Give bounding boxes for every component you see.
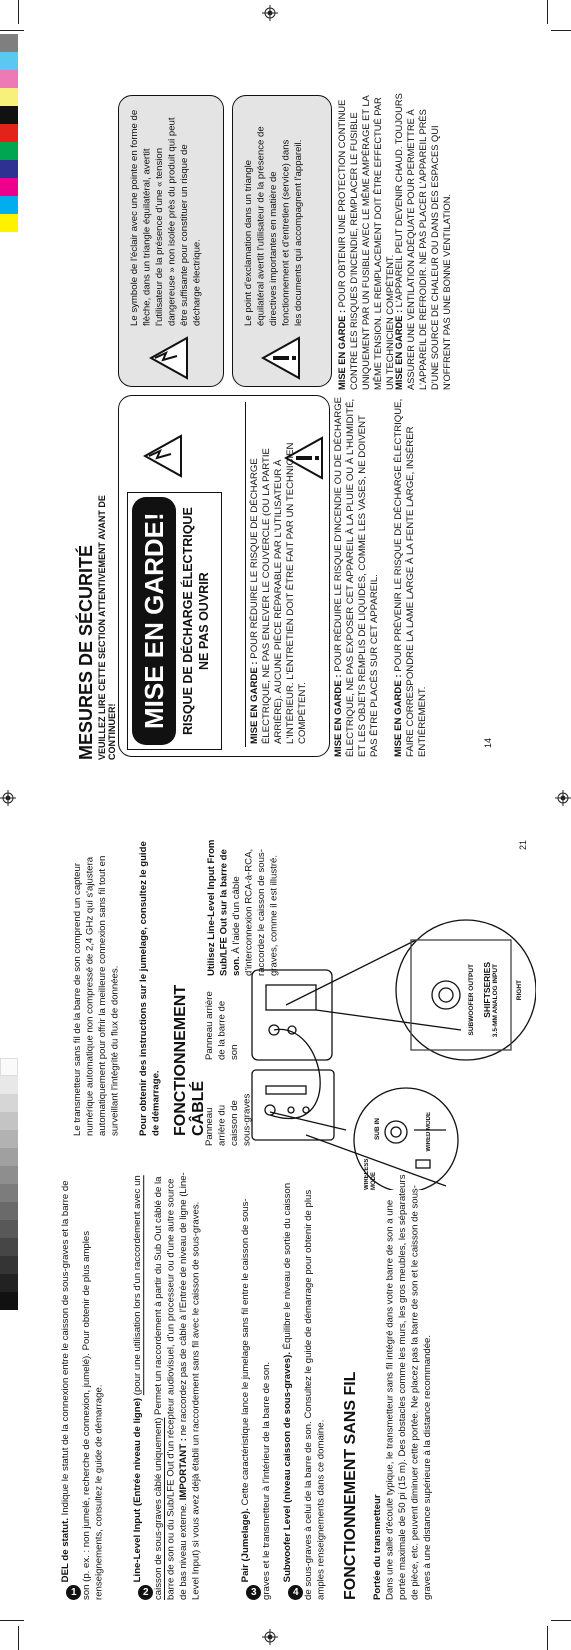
bar-panel-label: Panneau arrière de la barre de son <box>204 991 240 1060</box>
list-item-status-led: 1 DEL de statut. Indique le statut de la connexion entre le caisson de sous-graves et la barre de son (p. ex. : non jumelé, recherche de connexion, jumelé). Pour obtenir de plus amples renseignements, consultez le guide de démarrage. <box>60 1180 105 1600</box>
range-label: Portée du transmetteur <box>372 1494 383 1600</box>
callout-brand: SHIFTSERIES <box>482 962 492 1018</box>
main-warning: MISE EN GARDE : POUR RÉDUIRE LE RISQUE DE DÉCHARGE ÉLECTRIQUE, NE PAS ENLEVER LE COUVERCLE (OU LA PARTIE ARRIÈRE). AUCUNE PIÈCE RÉPARABLE PAR L'UTILISATEUR À L'INTÉRIEUR. L'ENTRETIEN DOIT ÊTRE FAIT PAR UN TECHNICIEN COMPÉTENT. <box>249 442 308 744</box>
warning-label: MISE EN GARDE! <box>132 497 176 745</box>
lightning-notice-text: Le symbole de l'éclair avec une pointe en forme de flèche, dans un triangle équilatéral, avertit l'utilisateur de la présence d'une « tension dangereuse » non isolée près du produit qui peut être suffisante pour constituer un risque de décharge électrique. <box>129 109 203 326</box>
exclamation-triangle-icon <box>261 336 301 385</box>
callout-right: RIGHT <box>516 980 523 1001</box>
number-badge-2: 2 <box>138 1585 153 1600</box>
callout-analog-input: 3.5-MM ANALOG INPUT <box>492 964 499 1038</box>
number-badge-3: 3 <box>246 1585 261 1600</box>
callout-wired-mode: WIRED MODE <box>426 1112 432 1152</box>
page-title: MESURES DE SÉCURITÉ <box>76 544 96 760</box>
safety-column-titles <box>76 470 116 760</box>
warning-inner-box <box>127 492 222 750</box>
callout-wireless-mode: WIRELESS MODE <box>364 1158 377 1190</box>
callout-sub-output: SUBWOOFER OUTPUT <box>468 964 475 1036</box>
transmitter-text: Le transmetteur sans fil de la barre de son comprend un capteur numérique automatique non compressé de 2,4 GHz qui s'ajustera automatiquement pour offrir la meilleure connexion sans fil tout en surveillant l'intégrité du flux de données. <box>72 855 121 1136</box>
lightning-notice-box <box>118 95 224 387</box>
caution-heat: MISE EN GARDE : L'APPAREIL PEUT DEVENIR CHAUD. TOUJOURS ASSURER UNE VENTILATION ADÉQUATE POUR PERMETTRE À L'APPAREIL DE REFROIDIR. NE PAS PLACER L'APPAREIL PRÈS D'UNE SOURCE DE CHALEUR OU DANS DES ESPACES QUI N'OFFRENT PAS UNE BONNE VENTILATION. <box>394 93 452 390</box>
lightning-triangle-icon <box>149 336 189 385</box>
exclamation-notice-text: Le point d'exclamation dans un triangle équilatéral avertit l'utilisateur de la présence de directives importantes en matière de fonctionnement et d'entretien (service) dans les documents qui accompagnent l'appareil. <box>243 126 304 326</box>
page-number: 14 <box>483 738 493 749</box>
caution-plug: MISE EN GARDE : POUR PRÉVENIR LE RISQUE DE DÉCHARGE ÉLECTRIQUE, FAIRE CORRESPONDRE LA LAME LARGE À LA FENTE LARGE, INSÉRER ENTIÈREMENT. <box>393 398 428 757</box>
lightning-triangle-icon <box>143 434 183 483</box>
sub-panel-label: Panneau arrière du caisson de sous-graves <box>204 1093 253 1146</box>
list-item-line-level-input: 2 Line-Level Input (Entrée niveau de ligne) (pour une utilisation lors d'un raccordement avec un caisson de sous-graves câblé uniquement) Permet un raccordement à partir du Sub Out câblé de la barre de son ou du Sub/LFE Out d'un récepteur audiovisuel, d'un processeur ou d'une autre source de bas niveau externe. IMPORTANT : ne raccordez pas de câble à l'Entrée de niveau de ligne (Line-Level Input) si vous avez déjà établi un raccordement sans fil avec le caisson de sous-graves. <box>132 1172 202 1600</box>
page-subtitle: VEUILLEZ LIRE CETTE SECTION ATTENTIVEMENT AVANT DE CONTINUER! <box>97 495 117 760</box>
number-badge-1: 1 <box>66 1585 81 1600</box>
number-badge-4: 4 <box>288 1585 303 1600</box>
list-item-pair: 3 Pair (Jumelage). Cette caractéristique lance le jumelage sans fil entre le caisson de sous-graves et le transmetteur à l'intérieur de la barre de son. <box>240 1198 272 1600</box>
transmitter-range <box>372 1170 452 1600</box>
caution-fuse: MISE EN GARDE : POUR OBTENIR UNE PROTECTION CONTINUE CONTRE LES RISQUES D'INCENDIE, REMPLACER LE FUSIBLE UNIQUEMENT PAR UN FUSIBLE AVEC LE MÊME AMPÉRAGE ET LA MÊME TENSION. LE REMPLACEMENT DOIT ÊTRE EFFECTUÉ PAR UN TECHNICIEN COMPÉTENT. <box>337 95 395 390</box>
exclamation-notice-box <box>232 95 332 387</box>
wireless-heading: FONCTIONNEMENT SANS FIL <box>342 1371 359 1600</box>
wired-heading: FONCTIONNEMENT CÂBLÉ <box>172 984 207 1136</box>
page-number: 21 <box>518 840 528 851</box>
callout-sub-in: SUB IN <box>374 1118 381 1141</box>
range-text: Dans une salle d'écoute typique, le transmetteur sans fil intégré dans votre barre de son a une portée maximale de 50 pi (15 m). Des obstacles comme les murs, les gros meubles, les séparateurs de pièce, etc. peuvent diminuer cette portée. Ne placez pas la barre de son et le caisson de sous-graves à une distance supérieure à la distance recommandée. <box>384 1174 433 1600</box>
wiring-diagram <box>246 900 536 1190</box>
caution-fire: MISE EN GARDE : POUR RÉDUIRE LE RISQUE D'INCENDIE OU DE DÉCHARGE ÉLECTRIQUE, NE PAS EXPOSER CET APPAREIL À LA PLUIE OU À L'HUMIDITÉ, ET LES OBJETS REMPLIS DE LIQUIDES, COMME LES VASES, NE DOIVENT PAS ÊTRE PLACÉS SUR CET APPAREIL. <box>333 396 380 757</box>
risk-label: RISQUE DE DÉCHARGE ÉLECTRIQUE NE PAS OUVRIR <box>181 507 211 735</box>
pairing-note: Pour obtenir des instructions sur le jumelage, consultez le guide de démarrage. <box>138 841 162 1136</box>
warning-divider <box>245 402 246 747</box>
wired-instruction: Utilisez Line-Level Input From Sub/LFE Out sur la barre de son. À l'aide d'un câble d'interconnexion RCA-à-RCA, raccordez le caisson de sous-graves, comme il est illustré. <box>206 839 280 976</box>
warning-box <box>118 395 330 757</box>
list-item-subwoofer-level: 4 Subwoofer Level (niveau caisson de sous-graves). Équilibre le niveau de sortie du caisson de sous-graves à celui de la barre de son. Consultez le guide de démarrage pour obtenir de plus amples renseignements dans ce domaine. <box>282 1182 327 1600</box>
